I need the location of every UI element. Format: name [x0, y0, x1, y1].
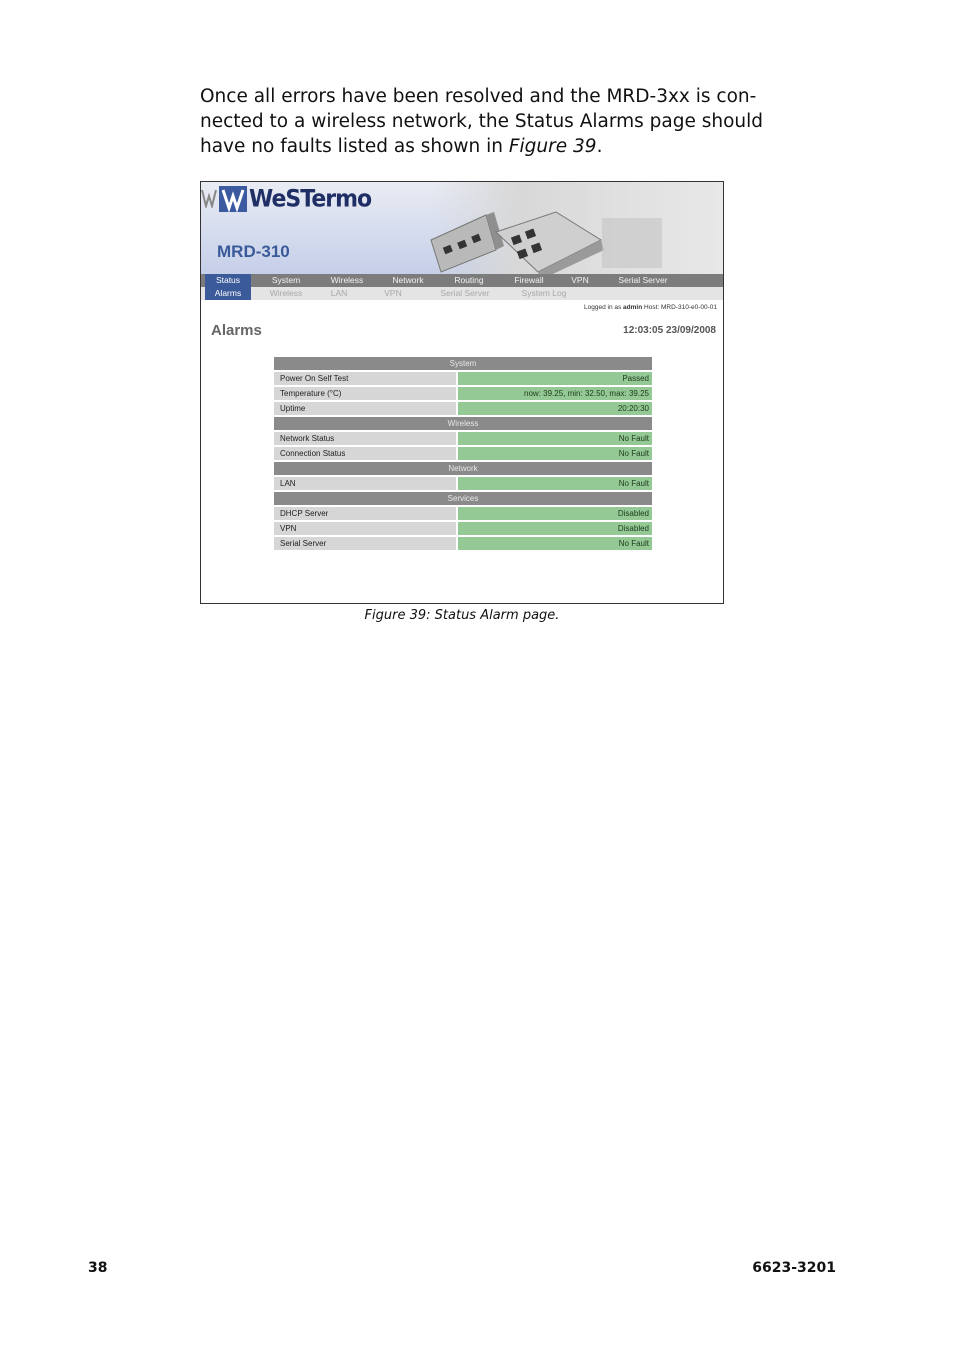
login-info [584, 304, 717, 311]
section-header-services: Services [274, 492, 652, 505]
intro-line-2: nected to a wireless network, the Status Alarms page should [200, 111, 764, 132]
document-number: 6623-3201 [752, 1260, 836, 1276]
header-banner [201, 182, 723, 274]
subnav-alarms[interactable]: Alarms [205, 287, 251, 300]
nav-serial-server[interactable]: Serial Server [618, 275, 668, 285]
model-title: MRD-310 [217, 242, 290, 261]
logo-w-icon [219, 186, 247, 212]
sub-nav [201, 287, 723, 300]
row-label: LAN [274, 477, 456, 490]
row-label: Uptime [274, 402, 456, 415]
table-row [274, 432, 652, 445]
table-row [274, 402, 652, 415]
section-header-system: System [274, 357, 652, 370]
subnav-vpn[interactable]: VPN [384, 288, 402, 298]
nav-network[interactable]: Network [392, 275, 424, 285]
subnav-wireless[interactable]: Wireless [269, 288, 303, 298]
device-photo-icon [426, 210, 666, 274]
row-label: DHCP Server [274, 507, 456, 520]
alarm-table [274, 357, 652, 552]
intro-paragraph [200, 84, 764, 159]
table-row [274, 507, 652, 520]
figure-screenshot [200, 181, 724, 604]
row-label: Serial Server [274, 537, 456, 550]
section-header-network: Network [274, 462, 652, 475]
row-label: Connection Status [274, 447, 456, 460]
row-value: now: 39.25, min: 32.50, max: 39.25 [458, 387, 652, 400]
figure-reference: Figure 39 [508, 136, 597, 157]
intro-line-3-text: have no faults listed as shown in [200, 136, 509, 157]
row-value: Disabled [458, 522, 652, 535]
logged-prefix: Logged in as [584, 304, 622, 311]
page-title: Alarms [211, 322, 262, 339]
logged-user: admin [623, 304, 643, 311]
row-label: Temperature (°C) [274, 387, 456, 400]
clock-display: 12:03:05 23/09/2008 [623, 325, 716, 336]
table-row [274, 387, 652, 400]
table-row [274, 522, 652, 535]
row-label: Network Status [274, 432, 456, 445]
nav-firewall[interactable]: Firewall [514, 275, 544, 285]
row-value: No Fault [458, 447, 652, 460]
row-value: 20:20:30 [458, 402, 652, 415]
row-label: VPN [274, 522, 456, 535]
table-row [274, 372, 652, 385]
row-value: No Fault [458, 537, 652, 550]
nav-routing[interactable]: Routing [454, 275, 484, 285]
nav-status[interactable]: Status [205, 274, 251, 287]
table-row [274, 477, 652, 490]
intro-line-1: Once all errors have been resolved and the MRD-3xx is con- [200, 86, 757, 107]
main-nav [201, 274, 723, 287]
subnav-system-log[interactable]: System Log [521, 288, 567, 298]
row-value: No Fault [458, 477, 652, 490]
logged-host: Host: MRD-310-e0-00-01 [644, 304, 717, 311]
nav-vpn[interactable]: VPN [571, 275, 589, 285]
intro-line-3 [200, 134, 725, 159]
westermo-logo [203, 185, 371, 213]
brand-wordmark: WeSTermo [249, 185, 372, 213]
intro-line-3-end: . [596, 136, 603, 157]
row-value: Disabled [458, 507, 652, 520]
nav-wireless[interactable]: Wireless [330, 275, 364, 285]
row-value: No Fault [458, 432, 652, 445]
table-row [274, 537, 652, 550]
table-row [274, 447, 652, 460]
page-number: 38 [88, 1260, 108, 1276]
row-label: Power On Self Test [274, 372, 456, 385]
subnav-lan[interactable]: LAN [330, 288, 348, 298]
figure-caption: Figure 39: Status Alarm page. [364, 608, 560, 623]
row-value: Passed [458, 372, 652, 385]
section-header-wireless: Wireless [274, 417, 652, 430]
subnav-serial-server[interactable]: Serial Server [440, 288, 490, 298]
nav-system[interactable]: System [271, 275, 301, 285]
